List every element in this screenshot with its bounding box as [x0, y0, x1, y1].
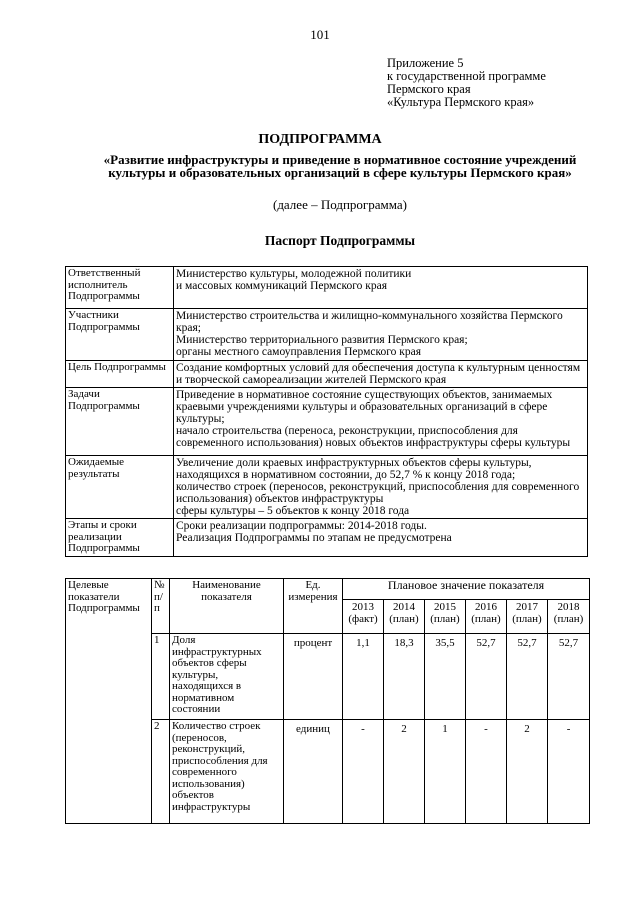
- passport-value: [174, 388, 588, 456]
- indicator-value: 35,5: [425, 634, 466, 720]
- passport-row: [66, 361, 588, 388]
- indicator-name: Доля инфраструктурных объектов сферы культуры, находящихся в нормативном состоянии: [170, 634, 284, 720]
- passport-line: начало строительства (переноса, реконструкции, приспособления для современного использования) новых объектов инфраструктуры сферы культуры: [176, 425, 571, 449]
- indicator-name: Количество строек (переносов, реконструкций, приспособления для современного использования) объектов инфраструктуры: [170, 720, 284, 824]
- passport-value: [174, 309, 588, 361]
- annex-line: «Культура Пермского края»: [387, 95, 535, 109]
- passport-value: [174, 267, 588, 309]
- passport-line: сферы культуры – 5 объектов к концу 2018 года: [176, 505, 410, 517]
- indicator-unit: единиц: [284, 720, 343, 824]
- indicator-value: 1: [425, 720, 466, 824]
- passport-row: [66, 267, 588, 309]
- indicator-value: 2: [507, 720, 548, 824]
- passport-line: Сроки реализации подпрограммы: 2014-2018 годы.: [176, 520, 427, 532]
- indicator-value: 52,7: [466, 634, 507, 720]
- indicator-value: 1,1: [343, 634, 384, 720]
- year-header: 2016 (план): [466, 600, 507, 634]
- document-type: ПОДПРОГРАММА: [258, 132, 382, 147]
- passport-table: [65, 266, 588, 557]
- annex-line: к государственной программе: [387, 69, 546, 83]
- annex-line: Пермского края: [387, 82, 471, 96]
- passport-label: Этапы и сроки реализации Подпрограммы: [66, 519, 174, 557]
- passport-line: Создание комфортных условий для обеспечения доступа к культурным ценностям и творческой самореализации жителей Пермского края: [176, 362, 581, 386]
- target-indicators-label: Целевые показатели Подпрограммы: [66, 579, 152, 824]
- passport-label: Ожидаемые результаты: [66, 456, 174, 519]
- indicator-unit: процент: [284, 634, 343, 720]
- indicators-table: [65, 578, 590, 824]
- passport-label: Участники Подпрограммы: [66, 309, 174, 361]
- passport-label: Задачи Подпрограммы: [66, 388, 174, 456]
- passport-label: Ответственный исполнитель Подпрограммы: [66, 267, 174, 309]
- passport-line: Приведение в нормативное состояние существующих объектов, занимаемых краевыми учреждениями культуры и образовательных организаций в сфере культуры;: [176, 389, 553, 425]
- passport-value: [174, 456, 588, 519]
- passport-row: [66, 388, 588, 456]
- indicator-value: 18,3: [384, 634, 425, 720]
- indicator-value: 52,7: [548, 634, 590, 720]
- indicator-value: 2: [384, 720, 425, 824]
- year-header: 2014 (план): [384, 600, 425, 634]
- passport-row: [66, 519, 588, 557]
- passport-line: и массовых коммуникаций Пермского края: [176, 280, 387, 292]
- document-title: «Развитие инфраструктуры и приведение в нормативное состояние учреждений культуры и образовательных организаций в сфере культуры Пермского края»: [103, 152, 577, 180]
- passport-row: [66, 456, 588, 519]
- annex-block: [387, 57, 546, 109]
- passport-line: Министерство культуры, молодежной политики: [176, 268, 412, 280]
- unit-header: Ед. измерения: [284, 579, 343, 634]
- page-number: 101: [310, 27, 330, 42]
- name-header: Наименование показателя: [170, 579, 284, 634]
- passport-line: Министерство территориального развития Пермского края;: [176, 334, 468, 346]
- passport-line: Министерство строительства и жилищно-коммунального хозяйства Пермского края;: [176, 310, 563, 334]
- document-note: (далее – Подпрограмма): [272, 197, 407, 212]
- passport-line: Реализация Подпрограммы по этапам не предусмотрена: [176, 532, 452, 544]
- passport-value: [174, 519, 588, 557]
- row-number: 2: [152, 720, 170, 824]
- passport-line: количество строек (переносов, реконструкций, приспособления для современного использования) объектов инфраструктуры: [176, 481, 580, 505]
- passport-title: Паспорт Подпрограммы: [264, 233, 416, 248]
- passport-label: Цель Подпрограммы: [66, 361, 174, 388]
- passport-value: [174, 361, 588, 388]
- indicator-value: -: [343, 720, 384, 824]
- planned-value-header: Плановое значение показателя: [343, 579, 590, 600]
- passport-row: [66, 309, 588, 361]
- annex-line: Приложение 5: [387, 56, 464, 70]
- year-header: 2013 (факт): [343, 600, 384, 634]
- row-number: 1: [152, 634, 170, 720]
- indicator-value: -: [548, 720, 590, 824]
- indicator-value: 52,7: [507, 634, 548, 720]
- year-header: 2017 (план): [507, 600, 548, 634]
- year-header: 2018 (план): [548, 600, 590, 634]
- num-header: № п/п: [152, 579, 170, 634]
- passport-line: органы местного самоуправления Пермского края: [176, 346, 422, 358]
- passport-line: Увеличение доли краевых инфраструктурных объектов сферы культуры, находящихся в нормативном состоянии, до 52,7 % к концу 2018 года;: [176, 457, 532, 481]
- year-header: 2015 (план): [425, 600, 466, 634]
- indicator-value: -: [466, 720, 507, 824]
- indicators-header-row: [66, 579, 590, 600]
